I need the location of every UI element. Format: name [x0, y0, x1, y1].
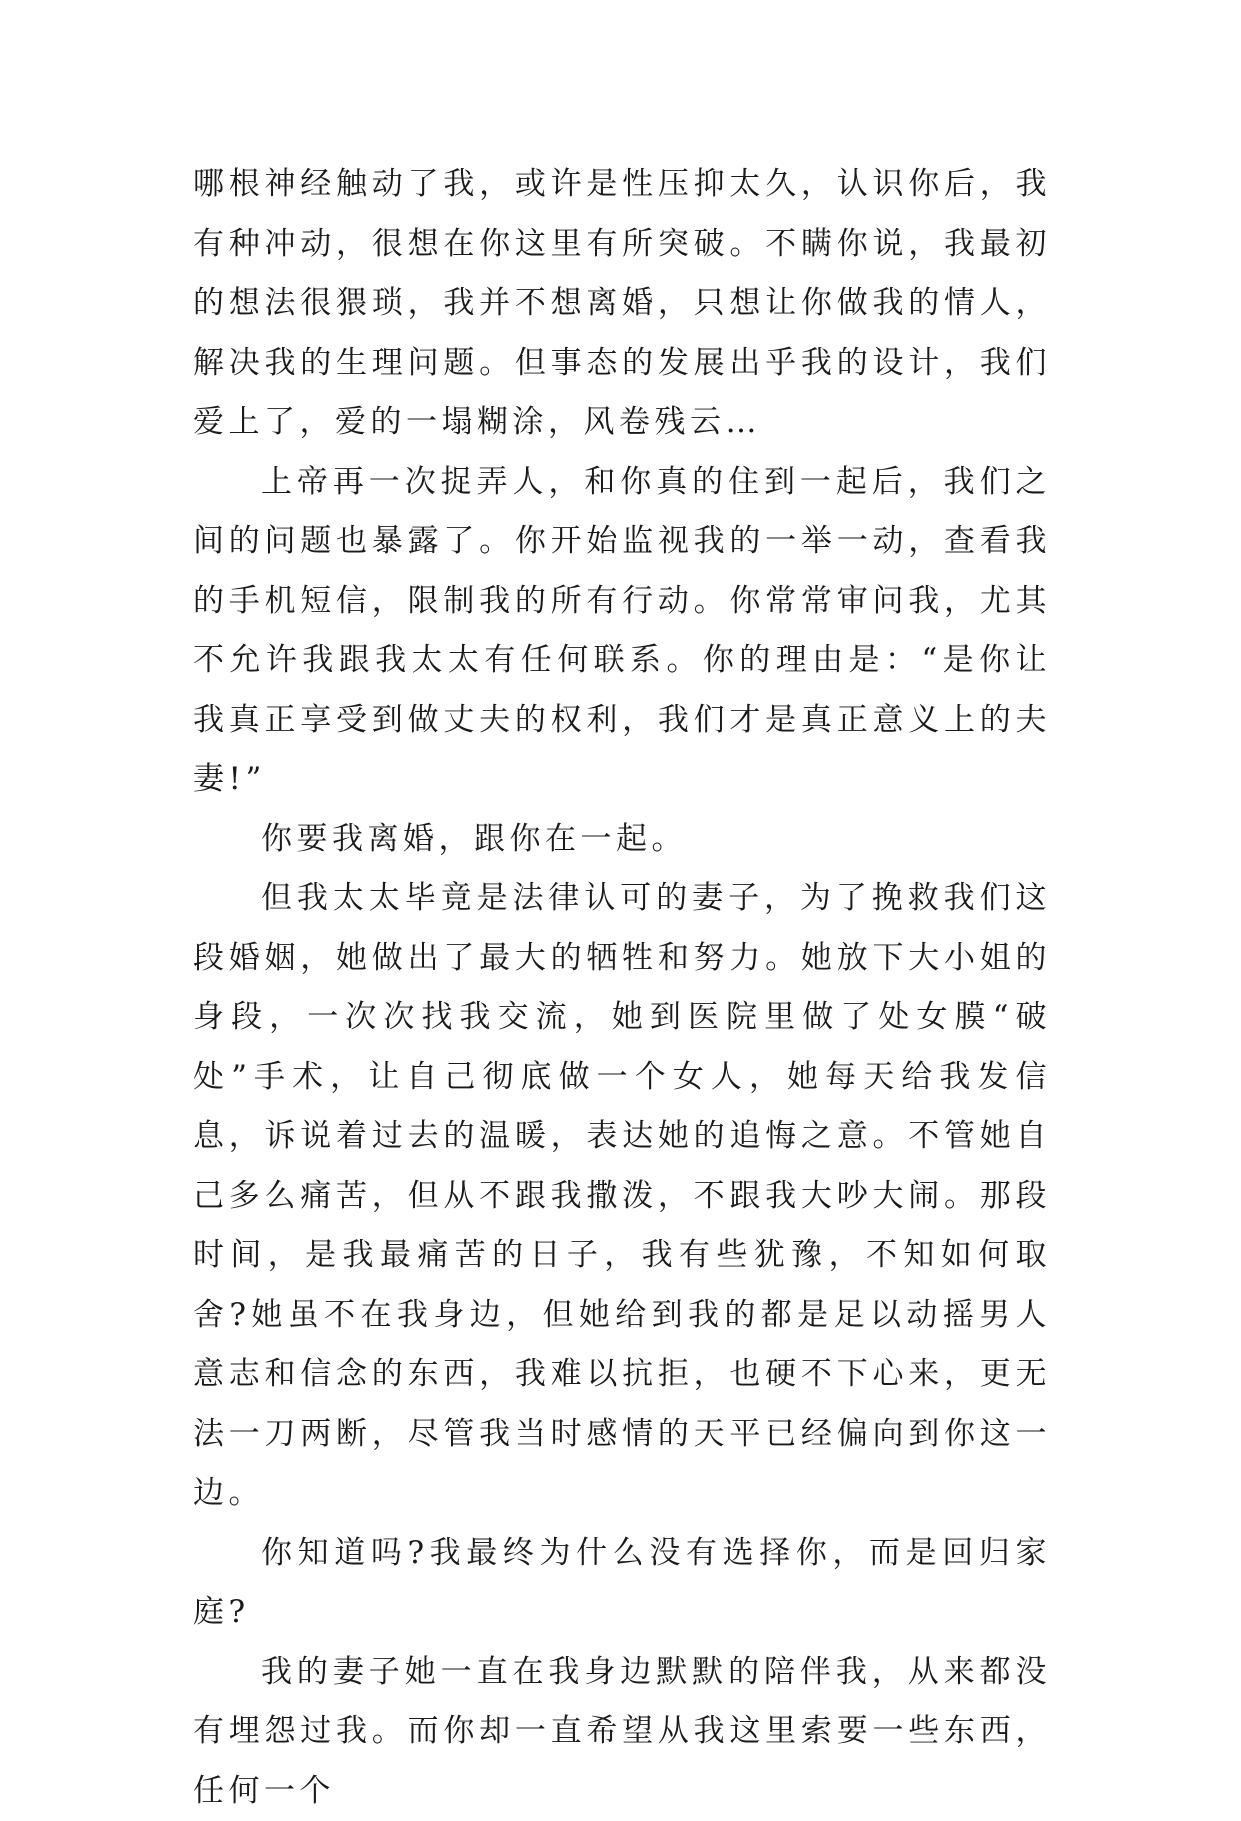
paragraph-4: 但我太太毕竟是法律认可的妻子，为了挽救我们这段婚姻，她做出了最大的牺牲和努力。她放下大小姐的身段，一次次找我交流，她到医院里做了处女膜“破处”手术，让自己彻底做一个女人，她每天给我发信息，诉说着过去的温暖，表达她的追悔之意。不管她自己多么痛苦，但从不跟我撒泼，不跟我大吵大闹。那段时间，是我最痛苦的日子，我有些犹豫，不知如何取舍?她虽不在我身边，但她给到我的都是足以动摇男人意志和信念的东西，我难以抗拒，也硬不下心来，更无法一刀两断，尽管我当时感情的天平已经偏向到你这一边。	[193, 869, 1051, 1524]
paragraph-6: 我的妻子她一直在我身边默默的陪伴我，从来都没有埋怨过我。而你却一直希望从我这里索要一些东西，任何一个	[193, 1643, 1051, 1821]
paragraph-5: 你知道吗?我最终为什么没有选择你，而是回归家庭?	[193, 1524, 1051, 1643]
document-body	[193, 155, 1051, 1821]
paragraph-3: 你要我离婚，跟你在一起。	[193, 810, 1051, 870]
paragraph-1: 哪根神经触动了我，或许是性压抑太久，认识你后，我有种冲动，很想在你这里有所突破。不瞒你说，我最初的想法很猥琐，我并不想离婚，只想让你做我的情人，解决我的生理问题。但事态的发展出乎我的设计，我们爱上了，爱的一塌糊涂，风卷残云…	[193, 155, 1051, 453]
paragraph-2: 上帝再一次捉弄人，和你真的住到一起后，我们之间的问题也暴露了。你开始监视我的一举一动，查看我的手机短信，限制我的所有行动。你常常审问我，尤其不允许我跟我太太有任何联系。你的理由是：“是你让我真正享受到做丈夫的权利，我们才是真正意义上的夫妻!”	[193, 453, 1051, 810]
